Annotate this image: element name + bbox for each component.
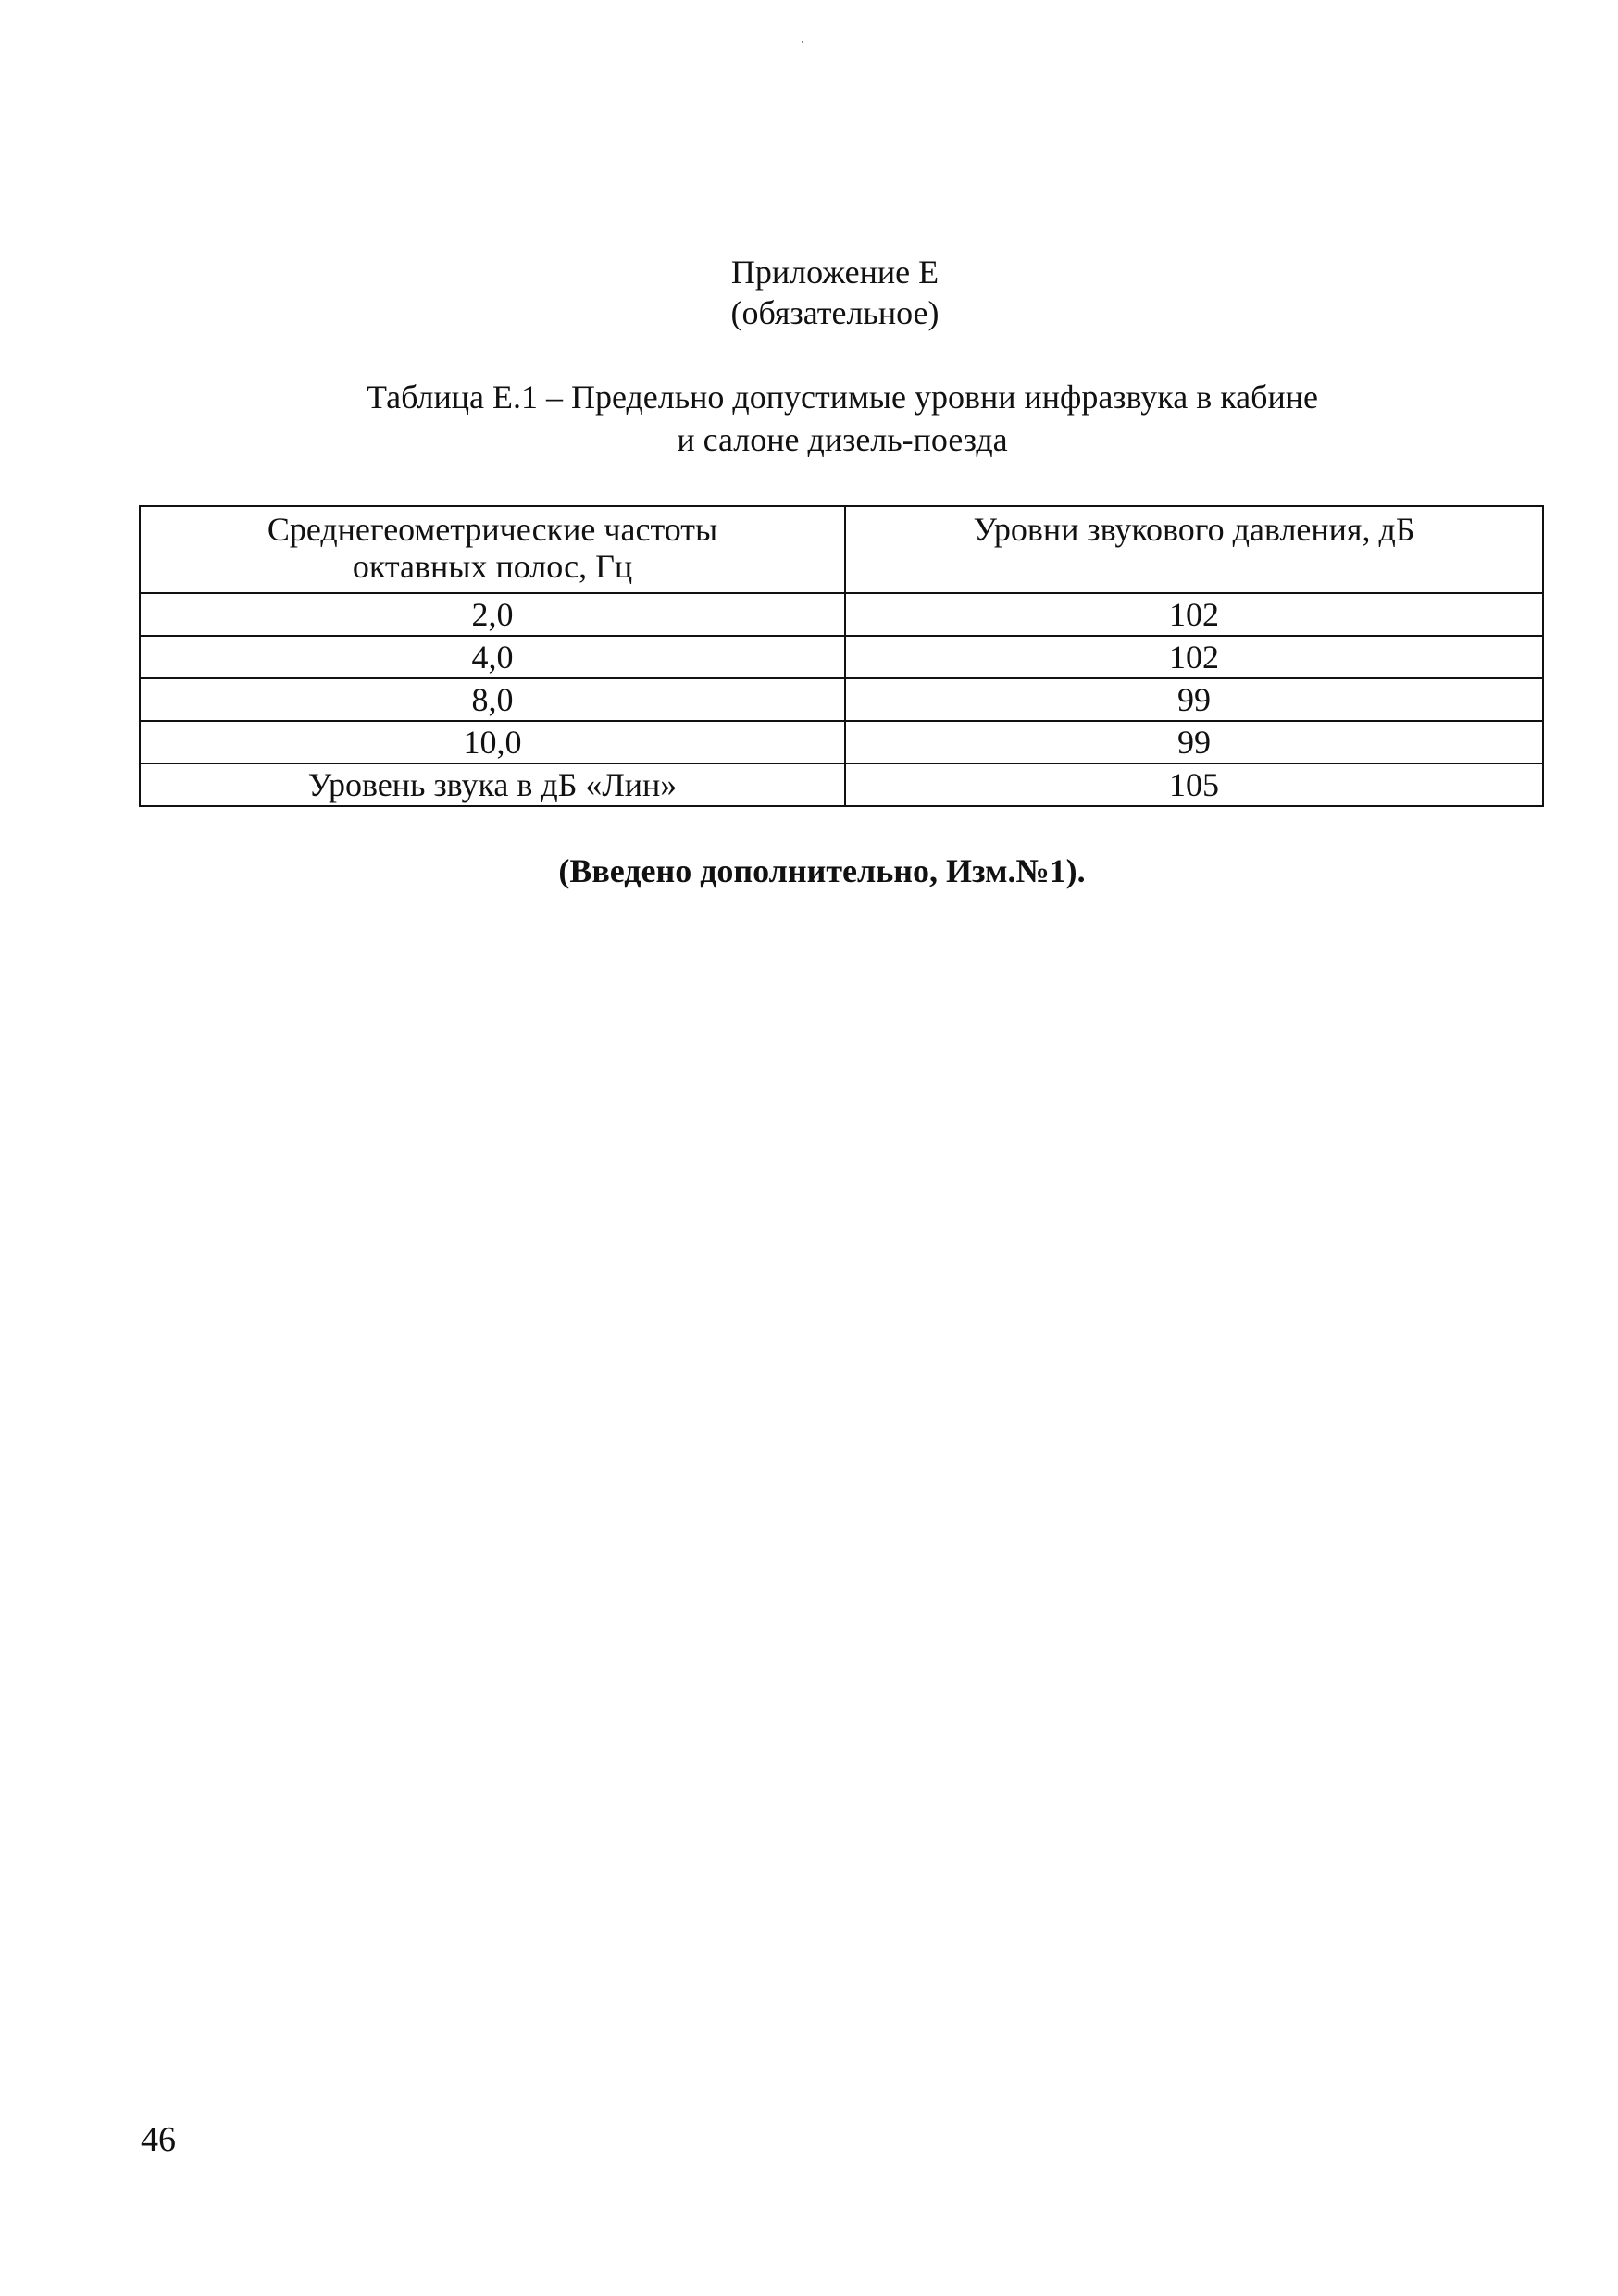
cell-frequency: Уровень звука в дБ «Лин» [140,763,845,806]
amendment-note: (Введено дополнительно, Изм.№1). [558,852,1086,889]
cell-level: 99 [845,678,1543,721]
cell-level: 102 [845,636,1543,678]
cell-level: 105 [845,763,1543,806]
header-sound-pressure: Уровни звукового давления, дБ [845,506,1543,593]
infrasound-levels-table [139,505,1544,807]
header-frequency [140,506,845,593]
table-row [140,636,1543,678]
page-number: 46 [141,2120,176,2159]
table-caption [278,376,1407,461]
appendix-title: Приложение Е [730,254,940,291]
cell-frequency: 8,0 [140,678,845,721]
table-header-row [140,506,1543,593]
table-caption-line-1: Таблица Е.1 – Предельно допустимые уровни инфразвука в кабине [367,379,1318,416]
cell-level: 102 [845,593,1543,636]
cell-frequency: 2,0 [140,593,845,636]
table-caption-line-2: и салоне дизель-поезда [677,421,1008,458]
table-row [140,763,1543,806]
table-row [140,593,1543,636]
header-frequency-line-1: Среднегеометрические частоты [267,511,718,548]
cell-frequency: 10,0 [140,721,845,763]
table-row [140,678,1543,721]
cell-level: 99 [845,721,1543,763]
cell-frequency: 4,0 [140,636,845,678]
appendix-status: (обязательное) [730,294,940,331]
header-frequency-line-2: октавных полос, Гц [352,548,633,585]
table-row [140,721,1543,763]
scan-speck [802,41,803,43]
